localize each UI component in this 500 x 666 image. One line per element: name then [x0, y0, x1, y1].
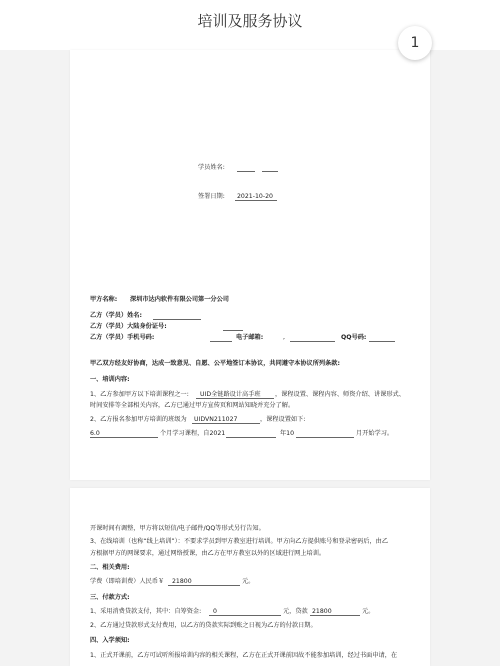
sign-date-underline — [235, 200, 277, 201]
year-underline — [226, 437, 276, 438]
section1-p1-line1-end: ，课程设置、课程内容、师资介绍、讲课形式、 — [275, 391, 405, 398]
party-a-label: 甲方名称: — [90, 296, 118, 303]
rule1-text: 1、正式开课前，乙方可试听所报培训内容的相关课程，乙方在正式开课前因故不能参加培训，经过书面申请，在 — [90, 652, 398, 659]
loan-underline — [310, 615, 360, 616]
section3-heading: 三、付款方式: — [90, 594, 130, 601]
month-underline — [296, 437, 354, 438]
class-code-value: UIDVN211027 — [194, 416, 238, 423]
fee-unit: 元。 — [242, 578, 255, 585]
party-b-email-underline — [290, 341, 335, 342]
party-b-id-label: 乙方（学员）大陆身份证号: — [90, 323, 167, 330]
party-b-email-comma: , — [283, 334, 285, 341]
loan-value: 21800 — [312, 608, 332, 615]
party-b-phone-label: 乙方（学员）手机号码: — [90, 334, 155, 341]
doc-title: 培训及服务协议 — [197, 12, 303, 30]
student-name-underline — [237, 171, 255, 172]
self-funds-value: 0 — [213, 608, 217, 615]
page2-line1: 开课时间有调整，甲方将以短信/电子邮件/QQ等形式另行告知。 — [90, 525, 265, 532]
pay1-mid: 元，贷款 — [283, 608, 308, 615]
party-b-email-label: 电子邮箱: — [236, 334, 264, 341]
pay2-text: 2、乙方通过贷款形式支付费用，以乙方的贷款实际到账之日视为乙方的付款日期。 — [90, 622, 317, 629]
section4-heading: 四、入学须知: — [90, 637, 130, 644]
sign-date-value: 2021-10-20 — [237, 193, 273, 200]
party-b-id-underline — [223, 330, 243, 331]
self-funds-underline — [209, 615, 281, 616]
party-b-qq-underline — [369, 341, 395, 342]
class-code-underline — [192, 423, 260, 424]
course-value: UID全链路设计高手班 — [200, 391, 261, 398]
fee-underline — [168, 585, 240, 586]
pay1-end: 元。 — [362, 608, 375, 615]
page-2 — [70, 488, 430, 666]
year-text: 年10 — [280, 430, 295, 437]
months-text: 个月学习课程，自2021 — [160, 430, 226, 437]
party-b-phone-underline — [210, 341, 232, 342]
party-b-name-underline — [153, 319, 201, 320]
page2-line2: 3、在线培训（也称“线上培训”）：不要求学员到甲方教室进行培训。甲方向乙方提供账号和登录密码后，由乙 — [90, 538, 389, 545]
party-b-qq-label: QQ号码: — [341, 334, 367, 341]
fee-label: 学费（即培训费）人民币￥ — [90, 578, 165, 585]
student-name-label: 学员姓名: — [198, 164, 225, 171]
student-name-underline-2 — [262, 171, 278, 172]
section1-p1-line2: 时间安排等全部相关内容，乙方已通过甲方宣传页和网站知晓并充分了解。 — [90, 402, 295, 409]
party-b-name-label: 乙方（学员）姓名: — [90, 312, 142, 319]
fee-value: 21800 — [172, 578, 192, 585]
party-a-value: 深圳市达内软件有限公司第一分公司 — [130, 296, 229, 303]
months-value: 6.0 — [90, 430, 100, 437]
page2-line3: 方根据甲方的网课要求，通过网络授课，由乙方在甲方教室以外的区域进行网上培训。 — [90, 550, 326, 557]
section1-p2-end: ，课程设置如下: — [260, 416, 306, 423]
page-1 — [70, 50, 430, 480]
sign-date-label: 签署日期: — [198, 193, 225, 200]
section1-p1-line1: 1、乙方参加甲方以下培训课程之一: — [90, 391, 189, 398]
course-underline — [196, 398, 274, 399]
intro-text: 甲乙双方经友好协商，达成一致意见、自愿、公平地签订本协议，共同遵守本协议所列条款: — [90, 360, 340, 367]
pay1-start: 1、采用消费贷款支付，其中：自筹资金: — [90, 608, 202, 615]
start-text: 月开始学习。 — [356, 430, 394, 437]
page-number-button[interactable]: 1 — [398, 26, 432, 60]
months-underline — [90, 437, 158, 438]
section2-heading: 二、相关费用: — [90, 564, 130, 571]
section1-heading: 一、培训内容: — [90, 376, 130, 383]
section1-p2-start: 2、乙方报名参加甲方培训的班级为 — [90, 416, 187, 423]
